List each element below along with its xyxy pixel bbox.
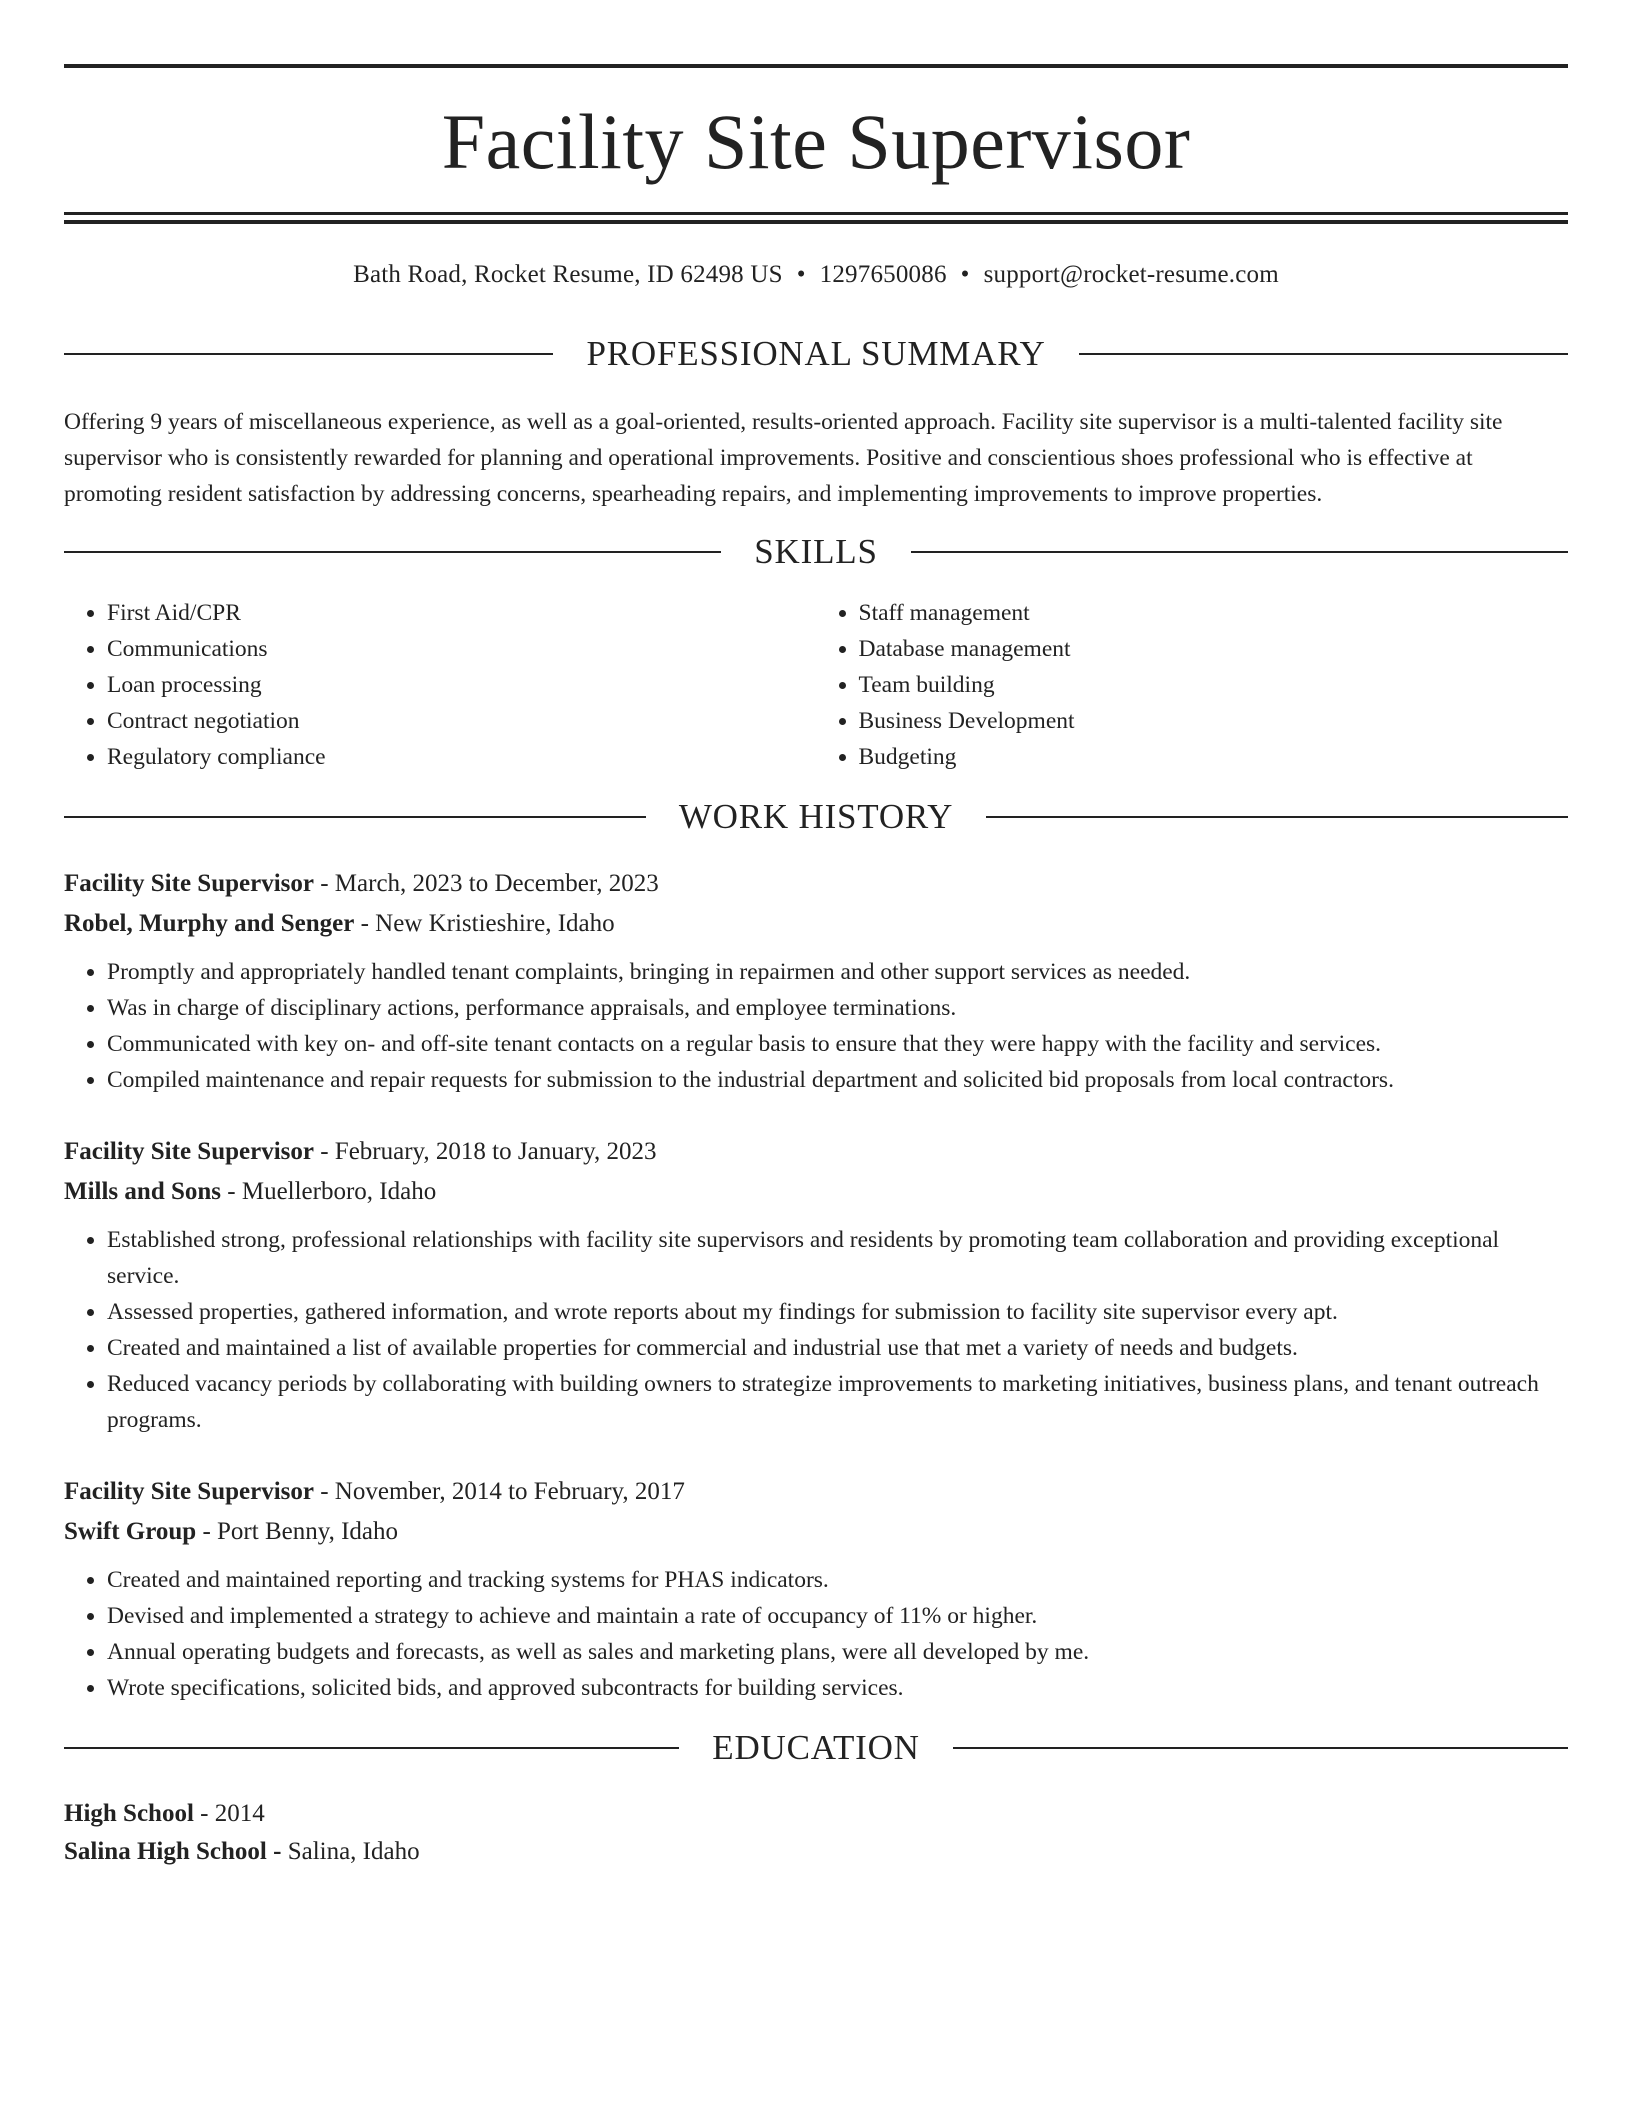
job-company-line bbox=[64, 1512, 1568, 1552]
education-degree-line bbox=[64, 1795, 1568, 1833]
job-dates: - February, 2018 to January, 2023 bbox=[313, 1138, 657, 1165]
candidate-name: Facility Site Supervisor bbox=[441, 98, 1191, 185]
job-entry bbox=[64, 1132, 1568, 1438]
job-location: - Muellerboro, Idaho bbox=[221, 1178, 437, 1205]
job-title: Facility Site Supervisor bbox=[64, 1138, 314, 1165]
job-title-line bbox=[64, 1472, 1568, 1512]
job-location: - New Kristieshire, Idaho bbox=[354, 910, 615, 937]
education-heading bbox=[64, 1730, 1568, 1765]
job-bullet: • Created and maintained reporting and tracking systems for PHAS indicators. bbox=[107, 1562, 1568, 1598]
top-rule bbox=[64, 64, 1568, 68]
work-heading bbox=[64, 799, 1568, 834]
education-degree: High School bbox=[64, 1800, 194, 1827]
skill-item: • Communications bbox=[107, 631, 817, 667]
job-bullet: • Was in charge of disciplinary actions, performance appraisals, and employee terminations. bbox=[107, 990, 1568, 1026]
skills-heading bbox=[64, 534, 1568, 569]
job-bullet: • Devised and implemented a strategy to achieve and maintain a rate of occupancy of 11% or higher. bbox=[107, 1598, 1568, 1634]
skill-item: • Contract negotiation bbox=[107, 703, 817, 739]
job-dates: - November, 2014 to February, 2017 bbox=[313, 1478, 685, 1505]
job-company-line bbox=[64, 1172, 1568, 1212]
education-school-separator: - bbox=[266, 1838, 282, 1865]
contact-email: support@rocket-resume.com bbox=[983, 261, 1279, 288]
work-history-list bbox=[64, 864, 1568, 1706]
job-bullet: • Established strong, professional relationships with facility site supervisors and residents by promoting team collaboration and providing exceptional service. bbox=[107, 1222, 1568, 1294]
education-year: - 2014 bbox=[193, 1800, 265, 1827]
job-title-line bbox=[64, 1132, 1568, 1172]
skills-list bbox=[64, 595, 1568, 775]
job-bullets bbox=[64, 954, 1568, 1098]
work-title: WORK HISTORY bbox=[678, 797, 954, 836]
skill-item: • Business Development bbox=[859, 703, 1569, 739]
job-bullet: • Assessed properties, gathered information, and wrote reports about my findings for submission to facility site supervisor every apt. bbox=[107, 1294, 1568, 1330]
job-title: Facility Site Supervisor bbox=[64, 870, 314, 897]
heading-rule-left bbox=[64, 1747, 679, 1749]
job-bullet: • Reduced vacancy periods by collaborating with building owners to strategize improvements to marketing initiatives, business plans, and tenant outreach programs. bbox=[107, 1366, 1568, 1438]
job-location: - Port Benny, Idaho bbox=[196, 1518, 399, 1545]
skill-item: • Budgeting bbox=[859, 739, 1569, 775]
skill-item: • First Aid/CPR bbox=[107, 595, 817, 631]
job-company: Robel, Murphy and Senger bbox=[64, 910, 355, 937]
job-dates: - March, 2023 to December, 2023 bbox=[313, 870, 659, 897]
contact-line bbox=[64, 260, 1568, 290]
contact-phone: 1297650086 bbox=[819, 261, 947, 288]
job-bullet: • Annual operating budgets and forecasts, as well as sales and marketing plans, were all developed by me. bbox=[107, 1634, 1568, 1670]
skills-title: SKILLS bbox=[754, 532, 878, 571]
job-entry bbox=[64, 864, 1568, 1098]
job-bullets bbox=[64, 1222, 1568, 1438]
contact-address: Bath Road, Rocket Resume, ID 62498 US bbox=[353, 261, 783, 288]
heading-rule-right bbox=[986, 816, 1568, 818]
skill-item: • Team building bbox=[859, 667, 1569, 703]
skill-item: • Loan processing bbox=[107, 667, 817, 703]
education-entry bbox=[64, 1795, 1568, 1871]
name-double-rule bbox=[64, 212, 1568, 224]
job-bullet: • Promptly and appropriately handled tenant complaints, bringing in repairmen and other support services as needed. bbox=[107, 954, 1568, 990]
skills-column-left bbox=[64, 595, 817, 775]
job-company: Mills and Sons bbox=[64, 1178, 222, 1205]
job-bullet: • Communicated with key on- and off-site tenant contacts on a regular basis to ensure that they were happy with the facility and services. bbox=[107, 1026, 1568, 1062]
summary-text: Offering 9 years of miscellaneous experience, as well as a goal-oriented, results-oriented approach. Facility site supervisor is a multi-talented facility site supervisor who is consistently rewarded for planning and operational improvements. Positive and conscientious shoes professional who is effective at promoting resident satisfaction by addressing concerns, spearheading repairs, and implementing improvements to improve properties. bbox=[64, 409, 1503, 507]
skill-item: • Regulatory compliance bbox=[107, 739, 817, 775]
job-company: Swift Group bbox=[64, 1518, 197, 1545]
summary-title: PROFESSIONAL SUMMARY bbox=[586, 334, 1046, 373]
job-company-line bbox=[64, 904, 1568, 944]
job-bullets bbox=[64, 1562, 1568, 1706]
education-title: EDUCATION bbox=[712, 1728, 920, 1767]
contact-separator: • bbox=[796, 261, 806, 288]
education-school-line bbox=[64, 1833, 1568, 1871]
education-school: Salina High School bbox=[64, 1838, 267, 1865]
heading-rule-right bbox=[911, 551, 1568, 553]
contact-separator: • bbox=[960, 261, 970, 288]
job-title-line bbox=[64, 864, 1568, 904]
heading-rule-right bbox=[1079, 353, 1568, 355]
summary-heading bbox=[64, 336, 1568, 371]
education-location: Salina, Idaho bbox=[281, 1838, 420, 1865]
heading-rule-left bbox=[64, 551, 721, 553]
job-bullet: • Wrote specifications, solicited bids, and approved subcontracts for building services. bbox=[107, 1670, 1568, 1706]
skills-column-right bbox=[817, 595, 1569, 775]
skill-item: • Staff management bbox=[859, 595, 1569, 631]
job-bullet: • Compiled maintenance and repair requests for submission to the industrial department and solicited bid proposals from local contractors. bbox=[107, 1062, 1568, 1098]
heading-rule-left bbox=[64, 816, 646, 818]
skill-item: • Database management bbox=[859, 631, 1569, 667]
job-bullet: • Created and maintained a list of available properties for commercial and industrial use that met a variety of needs and budgets. bbox=[107, 1330, 1568, 1366]
job-title: Facility Site Supervisor bbox=[64, 1478, 314, 1505]
heading-rule-right bbox=[953, 1747, 1568, 1749]
job-entry bbox=[64, 1472, 1568, 1706]
heading-rule-left bbox=[64, 353, 553, 355]
